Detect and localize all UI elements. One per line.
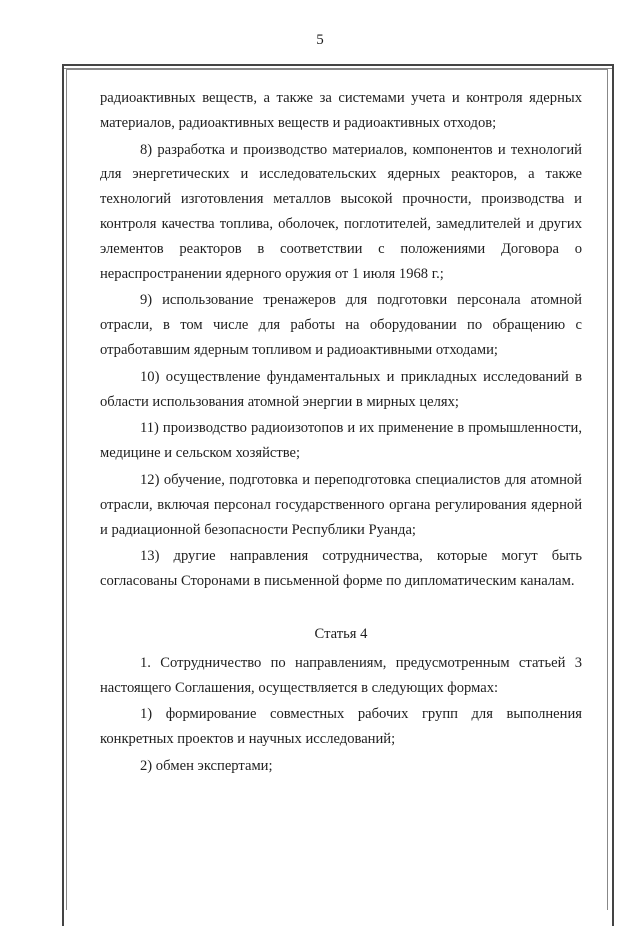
article-list-item-1: 1) формирование совместных рабочих групп для выполнения конкретных проектов и научных исследований; xyxy=(100,706,582,748)
list-item-12: 12) обучение, подготовка и переподготовка специалистов для атомной отрасли, включая персонал государственного органа регулирования ядерной и радиационной безопасности Республики Руанда; xyxy=(100,471,582,538)
article-list-item-2: 2) обмен экспертами; xyxy=(140,757,273,774)
article-heading: Статья 4 xyxy=(314,625,368,642)
article-paragraph-1: 1. Сотрудничество по направлениям, предусмотренным статьей 3 настоящего Соглашения, осуществляется в следующих формах: xyxy=(100,654,582,696)
list-item-8: 8) разработка и производство материалов, компонентов и технологий для энергетических и исследовательских ядерных реакторов, а также технологий изготовления металлов высокой прочности, производства и контроля качества топлива, оболочек, поглотителей, замедлителей и других элементов реакторов в соответствии с положениями Договора о нераспространении ядерного оружия от 1 июля 1968 г.; xyxy=(100,141,582,282)
list-item-10: 10) осуществление фундаментальных и прикладных исследований в области использования атомной энергии в мирных целях; xyxy=(100,368,582,410)
document-body xyxy=(100,86,582,779)
list-item-9: 9) использование тренажеров для подготовки персонала атомной отрасли, в том числе для работы на оборудовании по обращению с отработавшим ядерным топливом и радиоактивными отходами; xyxy=(100,292,582,358)
paragraph-continuation: радиоактивных веществ, а также за системами учета и контроля ядерных материалов, радиоактивных веществ и радиоактивных отходов; xyxy=(100,90,582,131)
page-number: 5 xyxy=(316,32,324,48)
list-item-13: 13) другие направления сотрудничества, которые могут быть согласованы Сторонами в письменной форме по дипломатическим каналам. xyxy=(100,548,582,590)
list-item-11: 11) производство радиоизотопов и их применение в промышленности, медицине и сельском хозяйстве; xyxy=(100,420,582,462)
